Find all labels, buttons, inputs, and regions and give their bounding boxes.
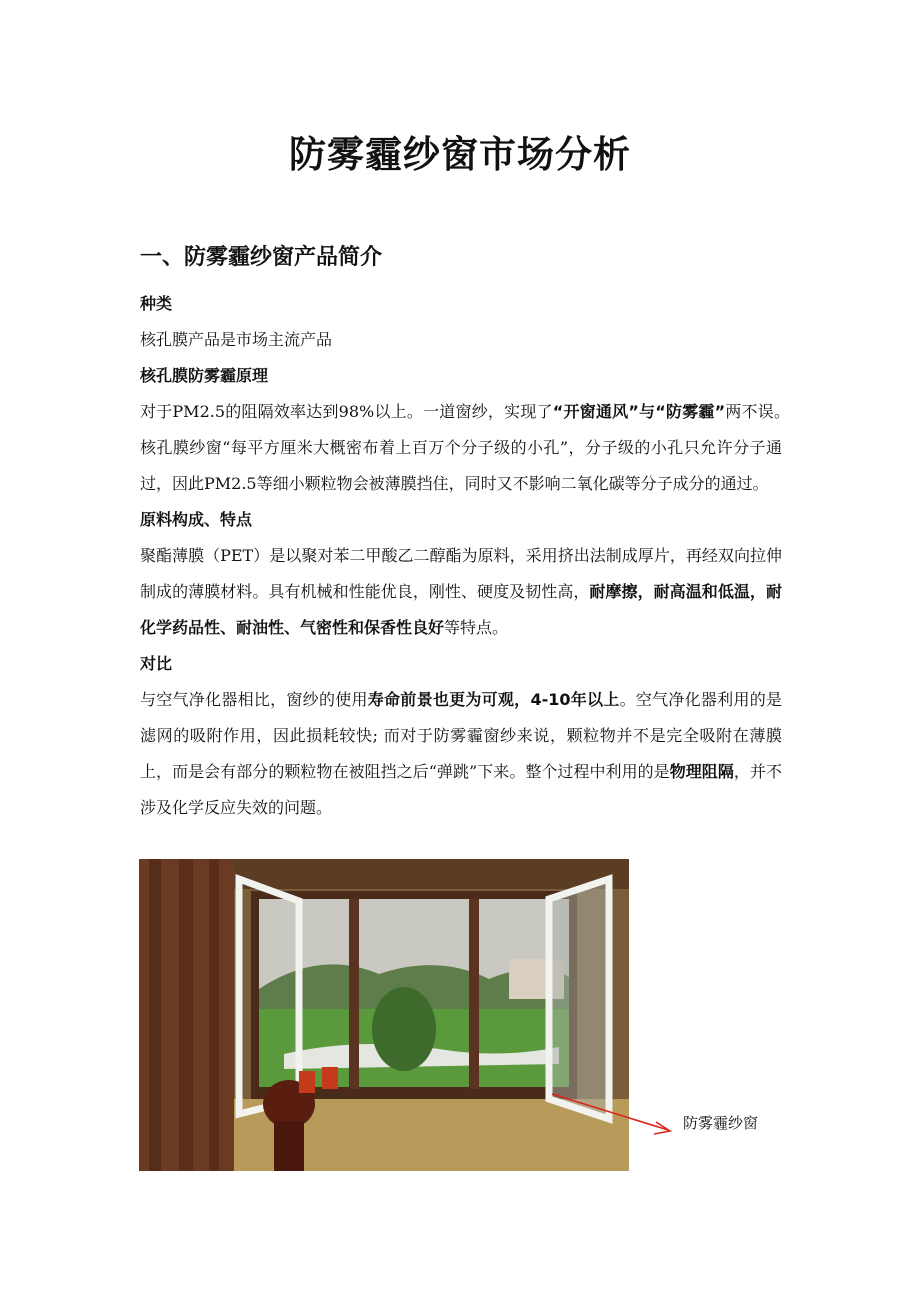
- compare-bold-2: 物理阻隔: [669, 762, 734, 781]
- material-paragraph: [140, 538, 782, 646]
- document-body: [140, 286, 798, 826]
- callout-arrow: [550, 1090, 680, 1140]
- compare-text-2: 。空气净化器利用的是滤网的吸附作用，因此损耗较快; 而对于防雾霾窗纱来说，颗粒物并不是完全吸附在薄膜上，而是会有部分的颗粒物在被阻挡之后“弹跳”下来。整个过程中利用的是: [140, 690, 782, 781]
- callout-arrow-line: [552, 1094, 668, 1130]
- heading-compare: 对比: [140, 654, 173, 673]
- page-title: 防雾霾纱窗市场分析: [289, 133, 631, 176]
- principle-paragraph: [140, 394, 798, 502]
- heading-principle: 核孔膜防雾霾原理: [140, 366, 269, 385]
- principle-text-2: 两不误。 核孔膜纱窗“每平方厘米大概密布着上百万个分子级的小孔”，分子级的小孔只允许分子通过，因此PM2.5等细小颗粒物会被薄膜挡住，同时又不影响二氧化碳等分子成分的通过。: [140, 402, 798, 493]
- section-heading: 一、防雾霾纱窗产品简介: [140, 245, 383, 270]
- compare-bold-1: 寿命前景也更为可观，4-10年以上: [367, 690, 620, 709]
- heading-material: 原料构成、特点: [140, 510, 253, 529]
- heading-types: 种类: [140, 294, 173, 313]
- material-text-2: 等特点。: [444, 618, 509, 637]
- compare-text-3: ，并不涉及化学反应失效的问题。: [140, 762, 782, 817]
- material-text-1: 聚酯薄膜（PET）是以聚对苯二甲酸乙二醇酯为原料，采用挤出法制成厚片，再经双向拉伸制成的薄膜材料。具有机械和性能优良，刚性、硬度及韧性高，: [140, 546, 782, 601]
- principle-bold-1: “开窗通风”与“防雾霾”: [552, 402, 726, 421]
- callout-label: 防雾霾纱窗: [683, 1114, 759, 1132]
- compare-paragraph: [140, 682, 782, 826]
- compare-text-1: 与空气净化器相比，窗纱的使用: [140, 690, 368, 709]
- types-paragraph: 核孔膜产品是市场主流产品: [140, 330, 333, 349]
- principle-text-1: 对于PM2.5的阻隔效率达到98%以上。一道窗纱，实现了: [140, 402, 553, 421]
- material-bold-1: 耐摩擦，耐高温和低温，耐化学药品性、耐油性、气密性和保香性良好: [140, 582, 782, 637]
